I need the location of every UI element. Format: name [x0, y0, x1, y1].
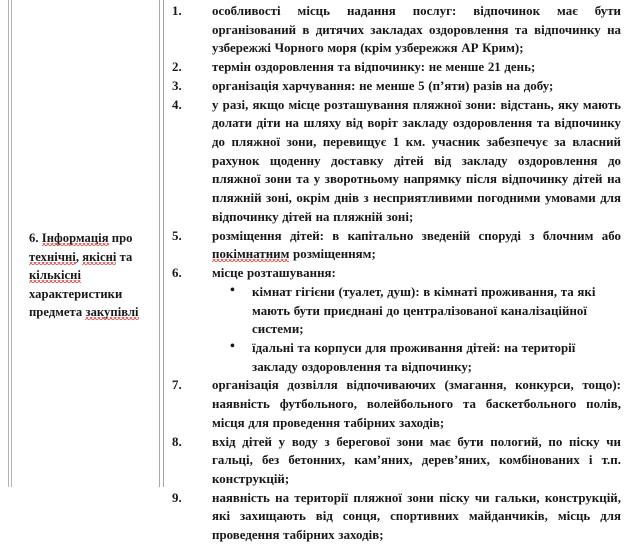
bullet-icon: • [230, 283, 235, 299]
bullet-icon: • [230, 339, 235, 355]
list-item-marker: 2. [172, 60, 182, 75]
list-item [164, 77, 625, 96]
list-item [164, 2, 625, 58]
requirement-label-cell [12, 0, 159, 487]
list-item [164, 264, 625, 283]
list-item [164, 433, 625, 489]
misspelled-tehnichni: технічні [29, 249, 76, 264]
list-item-text: вхід дітей у воду з берегової зони має бути пологий, по піску чи гальці, без бетонних, кам’яних, дерев’яних, комбінованих і т.п. конструкцій; [212, 434, 621, 486]
label-line-2: технічні, якісні та [29, 249, 133, 264]
list-item-text: організація харчування: не менше 5 (п’яти) разів на добу; [212, 78, 554, 93]
list-item-marker: 4. [172, 97, 182, 112]
misspelled-pokimnatnym: покімнатним [212, 247, 290, 262]
list-item-marker: 5. [172, 228, 182, 243]
list-item [164, 376, 625, 432]
sub-list-item-text: кімнат гігієни (туалет, душ): в кімнаті проживання, та які мають бути приєднані до централізованої каналізаційної системи; [252, 284, 596, 337]
misspelled-yakisni: якісні [82, 249, 117, 264]
list-item-marker: 6. [172, 266, 182, 281]
label-line-5: предмета закупівлі [29, 305, 139, 319]
requirement-label-text [29, 229, 157, 322]
list-item-marker: 3. [172, 78, 182, 93]
list-item-text-after: розміщенням; [289, 247, 376, 262]
list-item-marker: 1. [172, 4, 182, 18]
sub-list-item [164, 283, 625, 339]
list-item-text: у разі, якщо місце розташування пляжної зони: відстань, яку мають долати діти на шляху від воріт закладу оздоровлення та відпочинку до пляжної зони, перевищує 1 км. учасник забезпечує за власний рахунок щоденну доставку дітей від закладу оздоровлення до пляжної зони та у зворотньому напрямку після відпочинку дітей на пляжній зоні, окрім днів з несприятливими погодними умовами для відпочинку дітей на пляжній зоні; [212, 97, 621, 224]
list-item-text: місце розташування: [212, 266, 336, 281]
misspelled-zakupivli: закупівлі [85, 305, 139, 319]
list-item-marker: 7. [172, 378, 182, 393]
list-item-marker: 8. [172, 434, 182, 449]
sub-list-item-text: їдальні та корпуси для проживання дітей: на території закладу оздоровлення та відпочинку; [252, 340, 576, 374]
list-item [164, 58, 625, 77]
misspelled-kilkisni: кількісні [29, 268, 82, 282]
list-item [164, 489, 625, 545]
list-item-text: організація дозвілля відпочиваючих (змагання, конкурси, тощо): наявність футбольного, волейбольного та баскетбольного полів, місця для проведення табірних заходів; [212, 378, 621, 430]
list-item-marker: 9. [172, 490, 182, 505]
requirement-details-cell [164, 0, 625, 543]
list-item [164, 96, 625, 227]
label-line-4: характеристики [29, 286, 123, 301]
list-item-text-before: розміщення дітей: в капітально зведеній споруді з блочним або [212, 228, 621, 243]
list-item-text: наявність на території пляжної зони піску чи гальки, конструкцій, які захищають від сонця, спортивних майданчиків, місць для проведення табірних заходів; [212, 490, 621, 543]
list-item-text: термін оздоровлення та відпочинку: не менше 21 день; [212, 60, 536, 75]
misspelled-informatsiya: Інформація [41, 231, 109, 245]
sub-list-item [164, 339, 625, 376]
list-item [164, 227, 625, 264]
label-line-3 [29, 268, 81, 283]
list-item-text: особливості місць надання послуг: відпочинок має бути організований в дитячих закладах оздоровлення та відпочинку на узбережжі Чорного моря (крім узбережжя АР Крим); [212, 4, 621, 56]
label-line-1: 6. Інформація про [29, 231, 133, 245]
